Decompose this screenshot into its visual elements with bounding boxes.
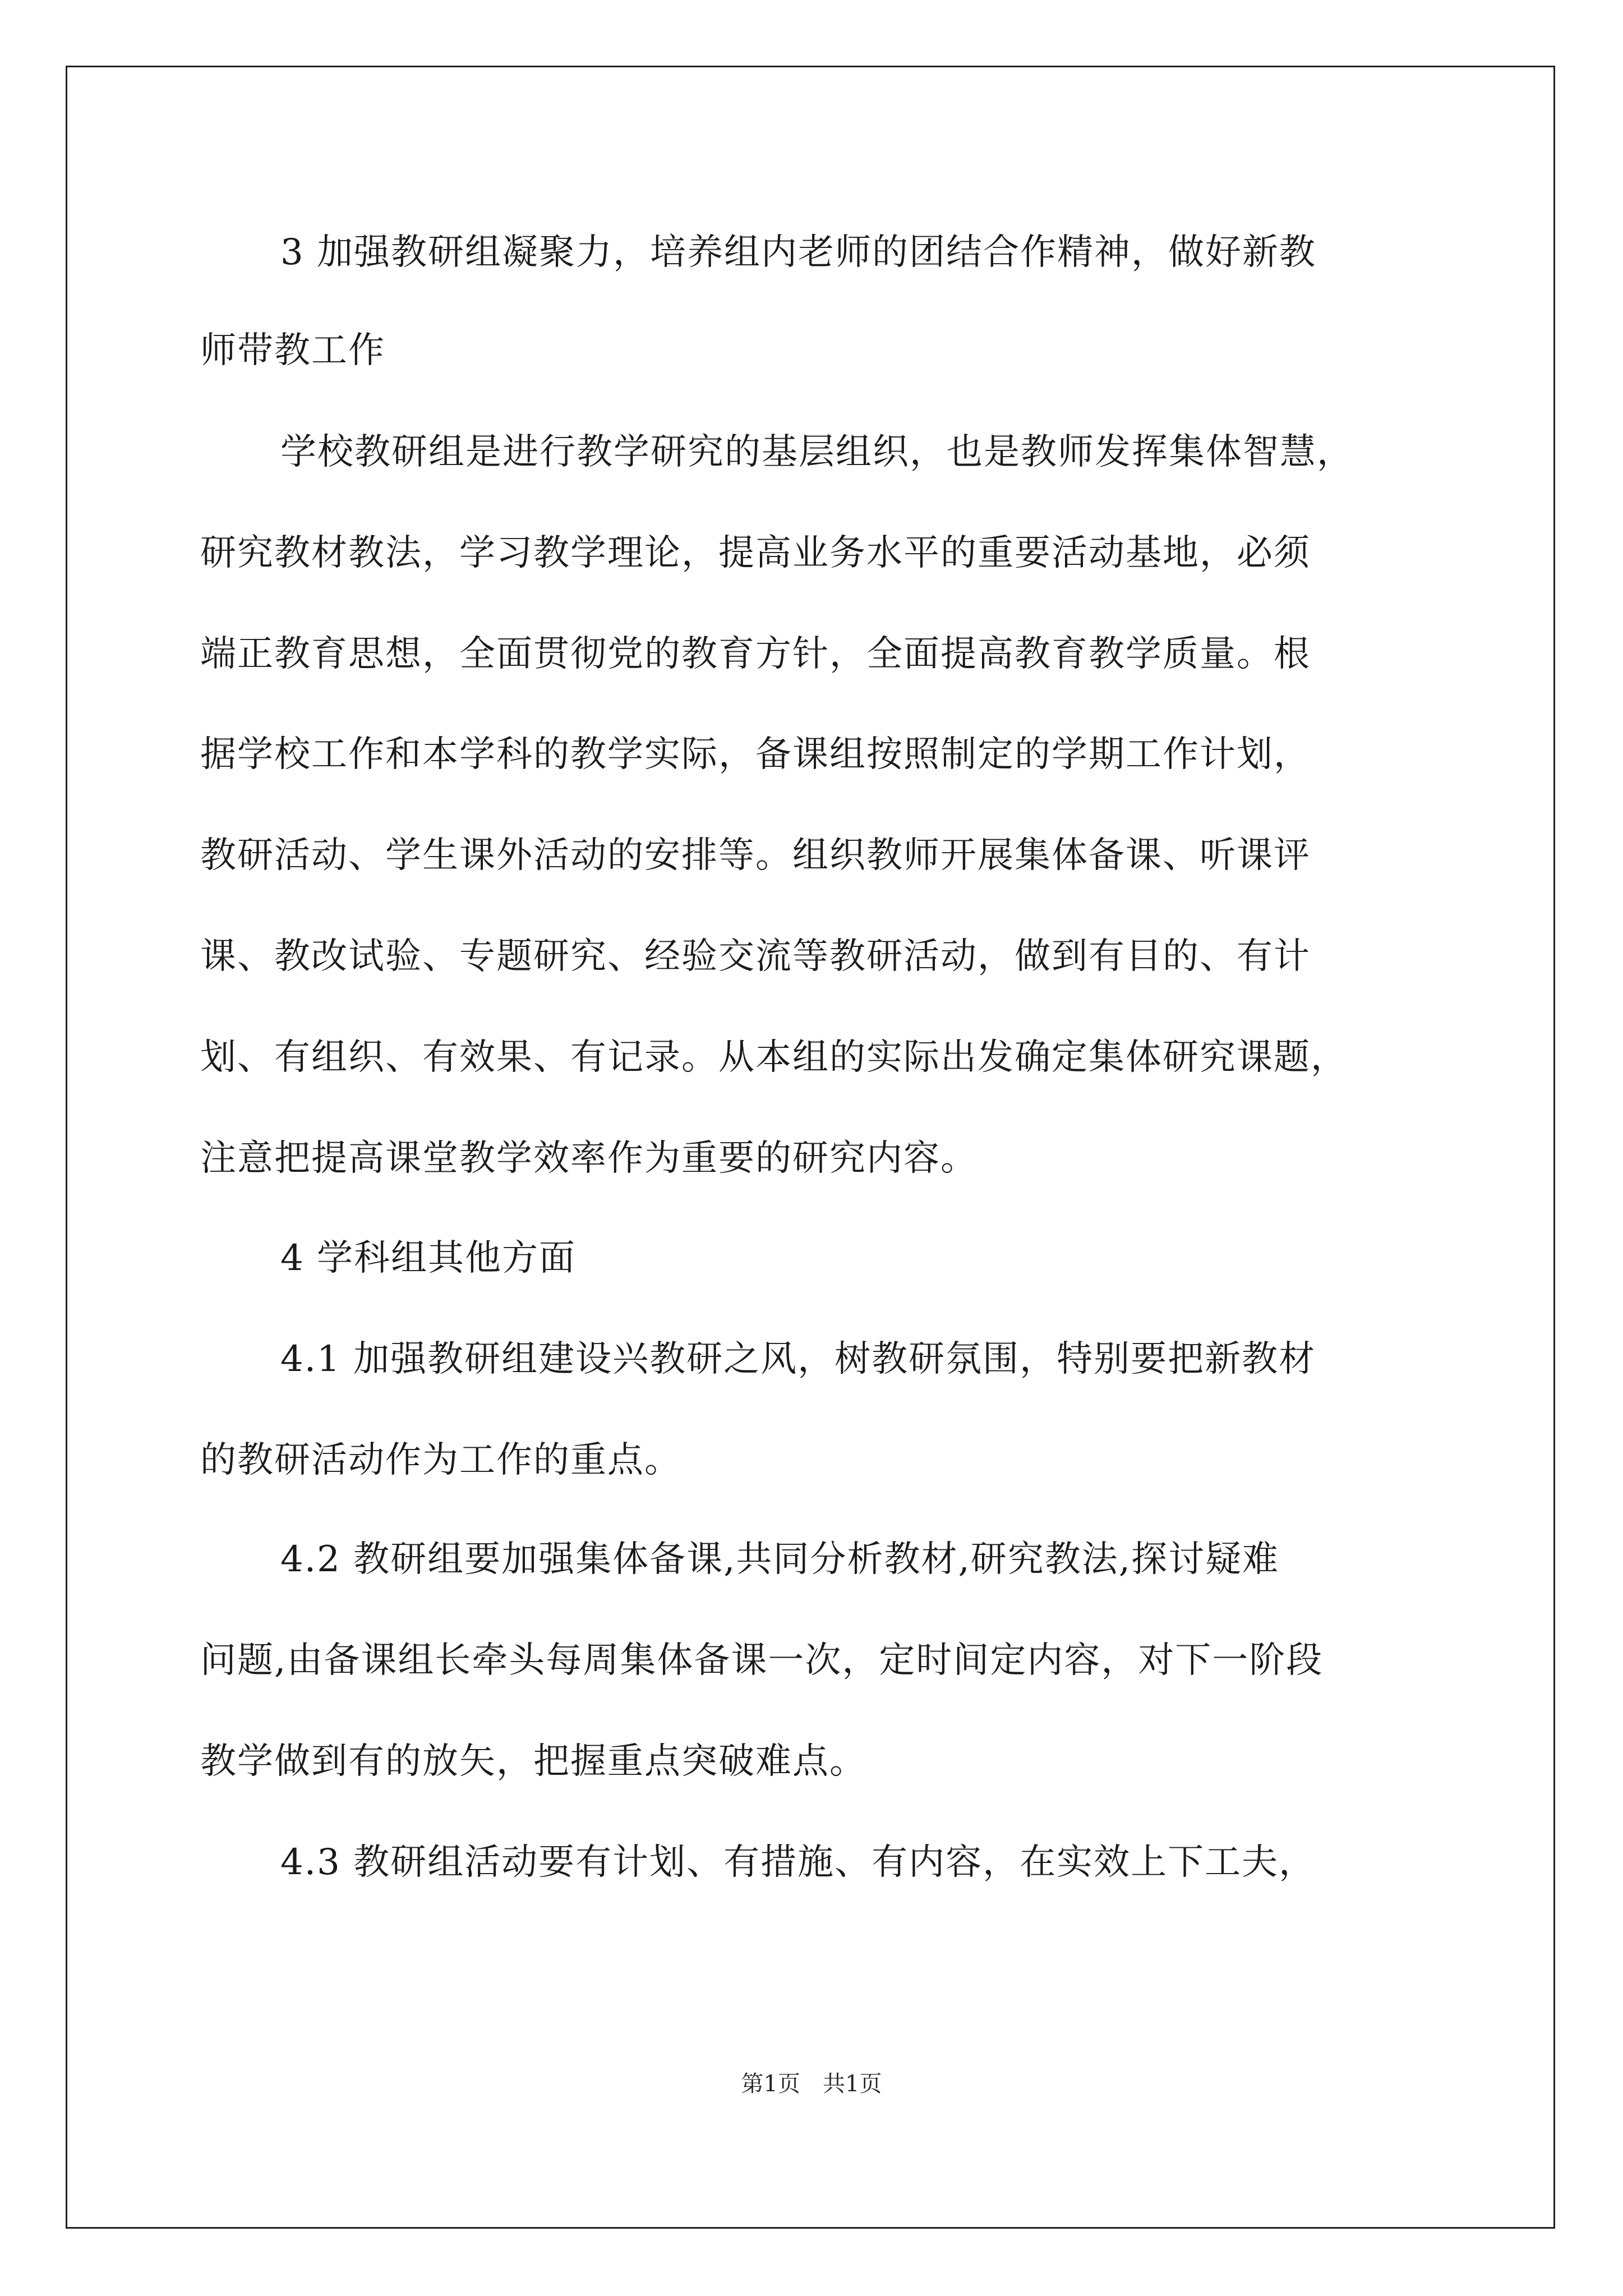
text-line: 据学校工作和本学科的教学实际，备课组按照制定的学期工作计划， (200, 734, 1311, 775)
text-line: 4.1 加强教研组建设兴教研之风，树教研氛围，特别要把新教材 (280, 1338, 1316, 1380)
text-line: 师带教工作 (200, 330, 385, 371)
text-line: 研究教材教法，学习教学理论，提高业务水平的重要活动基地，必须 (200, 532, 1311, 574)
page-footer: 第1页 共1页 (741, 2071, 882, 2097)
text-line: 4.2 教研组要加强集体备课,共同分析教材,研究教法,探讨疑难 (280, 1539, 1280, 1580)
text-line: 端正教育思想，全面贯彻党的教育方针，全面提高教育教学质量。根 (200, 633, 1311, 675)
text-line: 注意把提高课堂教学效率作为重要的研究内容。 (200, 1138, 978, 1179)
text-line: 学校教研组是进行教学研究的基层组织，也是教师发挥集体智慧， (280, 431, 1354, 473)
text-line: 教学做到有的放矢，把握重点突破难点。 (200, 1741, 866, 1782)
section-heading: 4 学科组其他方面 (280, 1237, 577, 1279)
text-line: 划、有组织、有效果、有记录。从本组的实际出发确定集体研究课题， (200, 1037, 1348, 1078)
text-line: 的教研活动作为工作的重点。 (200, 1439, 681, 1481)
text-line: 教研活动、学生课外活动的安排等。组织教师开展集体备课、听课评 (200, 835, 1311, 876)
text-line: 3 加强教研组凝聚力，培养组内老师的团结合作精神，做好新教 (280, 232, 1317, 273)
text-line: 课、教改试验、专题研究、经验交流等教研活动，做到有目的、有计 (200, 936, 1311, 977)
text-line: 4.3 教研组活动要有计划、有措施、有内容，在实效上下工夫， (280, 1842, 1316, 1883)
text-line: 问题,由备课组长牵头每周集体备课一次，定时间定内容，对下一阶段 (200, 1640, 1324, 1681)
